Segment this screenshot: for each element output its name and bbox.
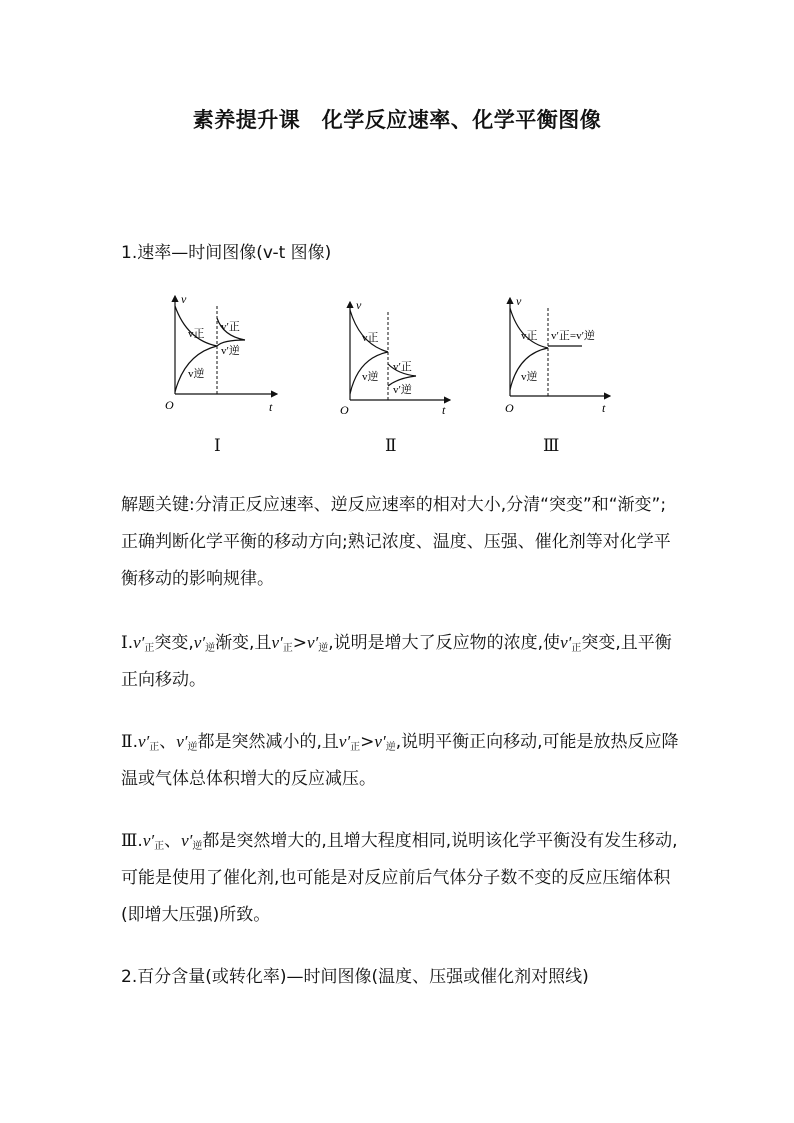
svg-text:v正: v正: [362, 332, 379, 344]
graph-1: [165, 288, 285, 422]
section-2-heading: 2.百分含量(或转化率)—时间图像(温度、压强或催化剂对照线): [121, 967, 589, 987]
t-label: t: [269, 400, 273, 414]
v-rev-prime-label: v′逆: [221, 345, 240, 357]
caption-1: Ⅰ: [214, 436, 221, 455]
caption-2: Ⅱ: [385, 436, 397, 455]
case-1-paragraph: $Ⅰ.v'_正$突变$,v'_逆$渐变,且$v'_正>v'_逆$,说明是增大了反应物的浓度,使$v'_正$突变,且平衡正向移动。: [121, 633, 672, 690]
v-fwd-prime-label: v′正: [221, 321, 240, 333]
v-fwd-curve: [175, 306, 217, 346]
v-fwd-label: v正: [188, 328, 205, 340]
key-prefix: 解题关键: [121, 495, 189, 515]
svg-text:v逆: v逆: [362, 371, 379, 383]
case-3-paragraph: $Ⅲ.v'_正$、$v'_逆$都是突然增大的,且增大程度相同,说明该化学平衡没有发生移动,可能是使用了催化剂,也可能是对反应前后气体分子数不变的反应压缩体积(即增大压强)所致。: [121, 831, 678, 925]
equal-label: v′正=v′逆: [551, 330, 596, 342]
svg-text:v: v: [516, 294, 522, 308]
graph-3: [500, 290, 620, 424]
svg-text:v: v: [356, 298, 362, 312]
caption-3: Ⅲ: [543, 436, 560, 455]
section-1-heading: 1.速率—时间图像(v-t 图像): [121, 243, 332, 263]
svg-text:O: O: [505, 401, 514, 415]
svg-text:t: t: [602, 401, 606, 415]
svg-text:v′正: v′正: [393, 361, 412, 373]
key-paragraph: 解题关键:分清正反应速率、逆反应速率的相对大小,分清“突变”和“渐变”;正确判断化学平衡的移动方向;熟记浓度、温度、压强、催化剂等对化学平衡移动的影响规律。: [121, 495, 671, 589]
svg-text:v逆: v逆: [521, 371, 538, 383]
svg-text:v′逆: v′逆: [393, 384, 412, 396]
svg-text:t: t: [442, 403, 446, 417]
v-rev-label: v逆: [188, 368, 205, 380]
svg-text:v正: v正: [521, 330, 538, 342]
v-label: v: [181, 292, 187, 306]
origin-label: O: [165, 398, 174, 412]
graph-2: [340, 294, 460, 428]
svg-text:O: O: [340, 403, 349, 417]
page-title: 素养提升课 化学反应速率、化学平衡图像: [192, 108, 602, 132]
case-2-paragraph: $Ⅱ.v'_正$、$v'_逆$都是突然减小的,且$v'_正>v'_逆$,说明平衡正向移动,可能是放热反应降温或气体总体积增大的反应减压。: [121, 732, 679, 789]
